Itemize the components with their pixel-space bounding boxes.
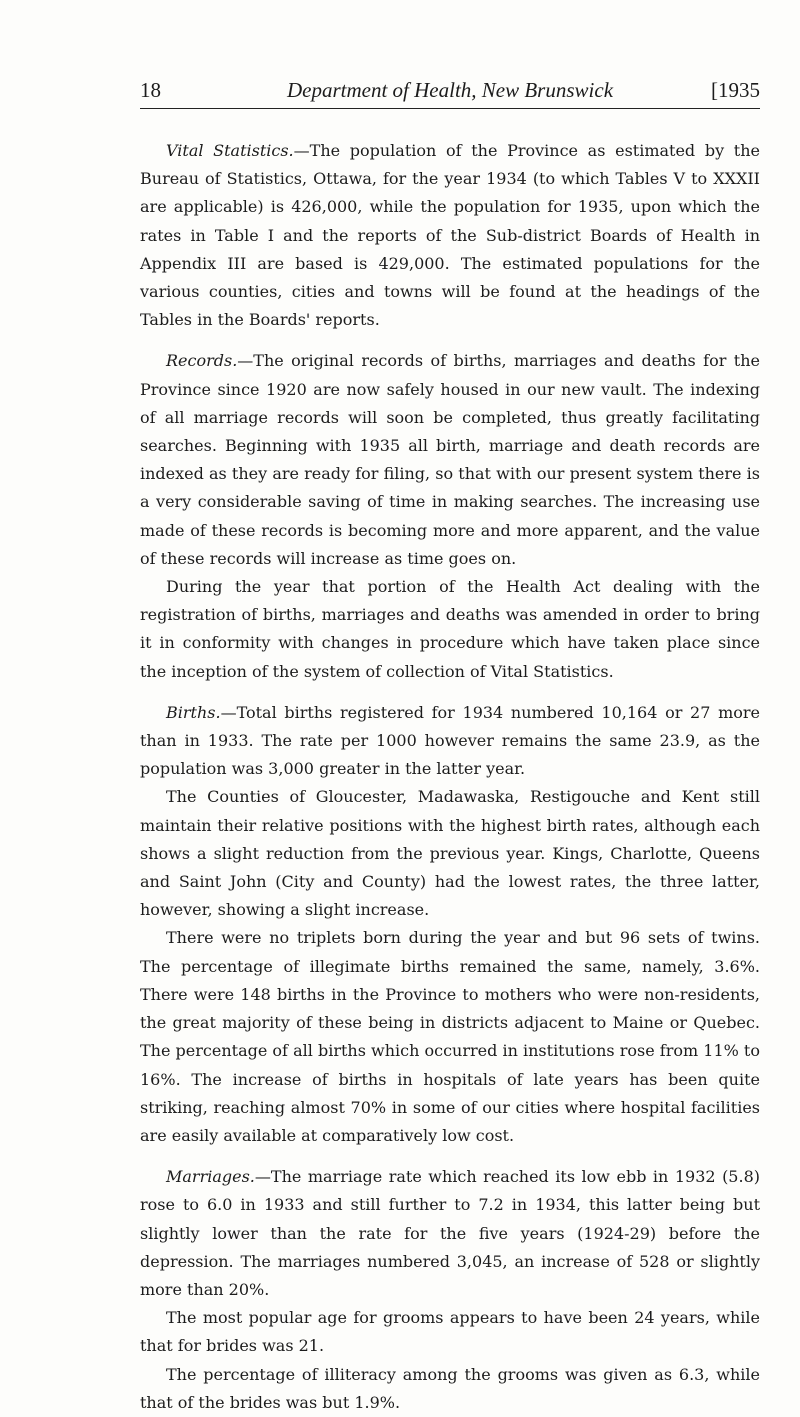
page-number: 18 (140, 78, 161, 102)
paragraph-text: There were no triplets born during the year and but 96 sets of twins. The percentage of illegimate births remained the same, namely, 3.6%. There were 148 births in the Province to mothers who were non-residents, the great majority of these being in districts adjacent to Maine or Quebec. The percentage of all births which occurred in institutions rose from 11% to 16%. The increase of births in hospitals of late years has been quite striking, reaching almost 70% in some of our cities where hospital facilities are easily available at comparatively low cost. (140, 928, 760, 1145)
paragraph-text: —The original records of births, marriages and deaths for the Province since 1920 are now safely housed in our new vault. The indexing of all marriage records will soon be completed, thus greatly facilitating searches. Beginning with 1935 all birth, marriage and death records are indexed as they are ready for filing, so that with our present system there is a very considerable saving of time in making searches. The increasing use made of these records is becoming more and more apparent, and the value of these records will increase as time goes on. (140, 351, 760, 568)
paragraph-illiteracy (140, 1361, 760, 1417)
running-title: Department of Health, New Brunswick (286, 78, 614, 102)
section-heading-records: Records. (166, 351, 238, 371)
paragraph-text: The most popular age for grooms appears to have been 24 years, while that for brides was 21. (140, 1308, 760, 1356)
paragraph-vital-statistics (140, 137, 760, 334)
paragraph-text: —The marriage rate which reached its low ebb in 1932 (5.8) rose to 6.0 in 1933 and still further to 7.2 in 1934, this latter being but slightly lower than the rate for the five years (1924-29) before the depression. The marriages numbered 3,045, an increase of 528 or slightly more than 20%. (140, 1167, 760, 1299)
paragraph-text: —Total births registered for 1934 numbered 10,164 or 27 more than in 1933. The rate per 1000 however remains the same 23.9, as the population was 3,000 greater in the latter year. (140, 702, 760, 779)
paragraph-text: —The population of the Province as estimated by the Bureau of Statistics, Ottawa, for the year 1934 (to which Tables V to XXXII are applicable) is 426,000, while the population for 1935, upon which the rates in Table I and the reports of the Sub-district Boards of Health in Appendix III are based is 429,000. The estimated populations for the various counties, cities and towns will be found at the headings of the Tables in the Boards' reports. (140, 141, 760, 330)
paragraph-text: The percentage of illiteracy among the grooms was given as 6.3, while that of the brides was but 1.9%. (140, 1364, 760, 1412)
paragraph-marriages (140, 1163, 760, 1304)
section-heading-marriages: Marriages. (166, 1167, 255, 1187)
paragraph-health-act (140, 573, 760, 686)
section-heading-births: Births. (166, 702, 221, 722)
body-text (140, 137, 760, 1417)
paragraph-counties (140, 783, 760, 924)
paragraph-text: The Counties of Gloucester, Madawaska, Restigouche and Kent still maintain their relative positions with the highest birth rates, although each shows a slight reduction from the previous year. Kings, Charlotte, Queens and Saint John (City and County) had the lowest rates, the three latter, however, showing a slight increase. (140, 787, 760, 920)
paragraph-popular-age (140, 1304, 760, 1360)
running-head (140, 78, 760, 109)
paragraph-records (140, 347, 760, 573)
paragraph-text: During the year that portion of the Health Act dealing with the registration of births, marriages and deaths was amended in order to bring it in conformity with changes in procedure which have taken place since the inception of the system of collection of Vital Statistics. (140, 577, 760, 681)
running-year: [1935 (711, 78, 760, 102)
paragraph-twins (140, 924, 760, 1150)
section-heading-vital-statistics: Vital Statistics. (166, 141, 294, 160)
paragraph-births (140, 699, 760, 784)
